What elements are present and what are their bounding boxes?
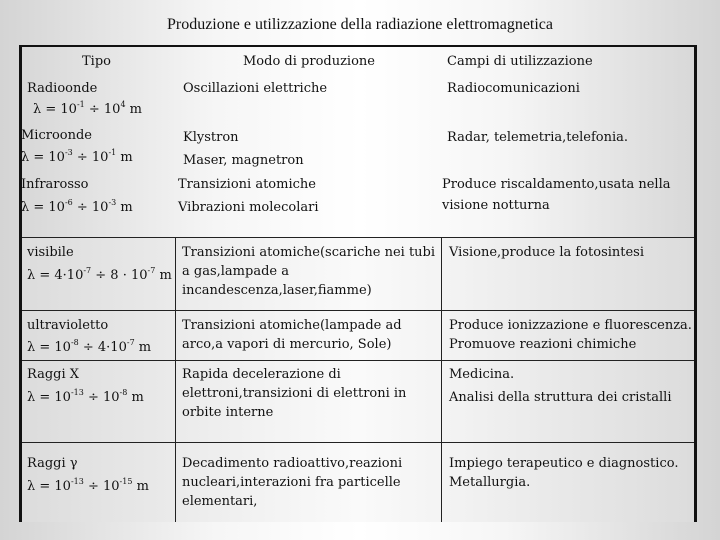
row-modo: Rapida decelerazione di <box>182 367 341 382</box>
row-modo: a gas,lampade a <box>182 264 289 279</box>
page-title: Produzione e utilizzazione della radiazione elettromagnetica <box>166 16 554 33</box>
row-modo: Vibrazioni molecolari <box>178 200 319 215</box>
row-range: $\lambda = 10^{-3} \div 10^{-1}$ m <box>21 147 133 165</box>
row-campi: Produce riscaldamento,usata nella <box>442 177 671 192</box>
row-campi: Produce ionizzazione e fluorescenza. <box>449 318 692 333</box>
header-modo: Modo di produzione <box>243 54 375 69</box>
row-range: $\lambda = 10^{-8} \div 4\cdot 10^{-7}$ m <box>27 337 152 355</box>
row-campi: Metallurgia. <box>449 475 531 490</box>
row-campi: Visione,produce la fotosintesi <box>449 245 645 260</box>
row-campi: Impiego terapeutico e diagnostico. <box>449 456 679 471</box>
column-divider <box>441 237 442 522</box>
row-campi: Radar, telemetria,telefonia. <box>447 130 629 145</box>
row-divider <box>22 360 694 361</box>
column-divider <box>175 237 176 522</box>
row-range: $\lambda = 4\cdot 10^{-7} \div 8 \cdot 10^{-7}$ m <box>27 265 172 283</box>
row-range: $\lambda = 10^{-13} \div 10^{-15}$ m <box>27 476 149 494</box>
row-tipo: Infrarosso <box>21 177 89 192</box>
row-tipo: Raggi γ <box>27 456 78 471</box>
row-range: $\lambda = 10^{-13} \div 10^{-8}$ m <box>27 387 144 405</box>
row-modo: Transizioni atomiche <box>178 177 316 192</box>
row-tipo: ultravioletto <box>27 318 109 333</box>
row-modo: Decadimento radioattivo,reazioni <box>182 456 403 471</box>
header-campi: Campi di utilizzazione <box>447 54 593 69</box>
row-modo: incandescenza,laser,fiamme) <box>182 283 372 298</box>
row-divider <box>22 237 694 238</box>
row-tipo: Microonde <box>21 128 93 143</box>
row-modo: Oscillazioni elettriche <box>183 81 328 96</box>
row-range: $\lambda = 10^{-6} \div 10^{-3}$ m <box>21 197 133 215</box>
row-tipo: Radioonde <box>27 81 98 96</box>
row-modo: Transizioni atomiche(scariche nei tubi <box>182 245 436 260</box>
header-tipo: Tipo <box>82 54 111 69</box>
row-campi: Promuove reazioni chimiche <box>449 337 637 352</box>
row-campi: Analisi della struttura dei cristalli <box>449 390 672 405</box>
row-modo: Klystron <box>183 130 239 145</box>
row-modo: Transizioni atomiche(lampade ad <box>182 318 402 333</box>
row-divider <box>22 310 694 311</box>
row-range: $\lambda = 10^{-1} \div 10^4$ m <box>33 99 143 117</box>
row-modo: elementari, <box>182 494 258 509</box>
row-campi: Medicina. <box>449 367 515 382</box>
row-modo: elettroni,transizioni di elettroni in <box>182 386 407 401</box>
row-modo: orbite interne <box>182 405 274 420</box>
row-tipo: visibile <box>27 245 74 260</box>
row-tipo: Raggi X <box>27 367 80 382</box>
row-modo: nucleari,interazioni fra particelle <box>182 475 401 490</box>
row-divider <box>22 442 694 443</box>
row-modo: arco,a vapori di mercurio, Sole) <box>182 337 392 352</box>
row-modo: Maser, magnetron <box>183 153 304 168</box>
row-campi: Radiocomunicazioni <box>447 81 580 96</box>
row-campi: visione notturna <box>442 198 550 213</box>
